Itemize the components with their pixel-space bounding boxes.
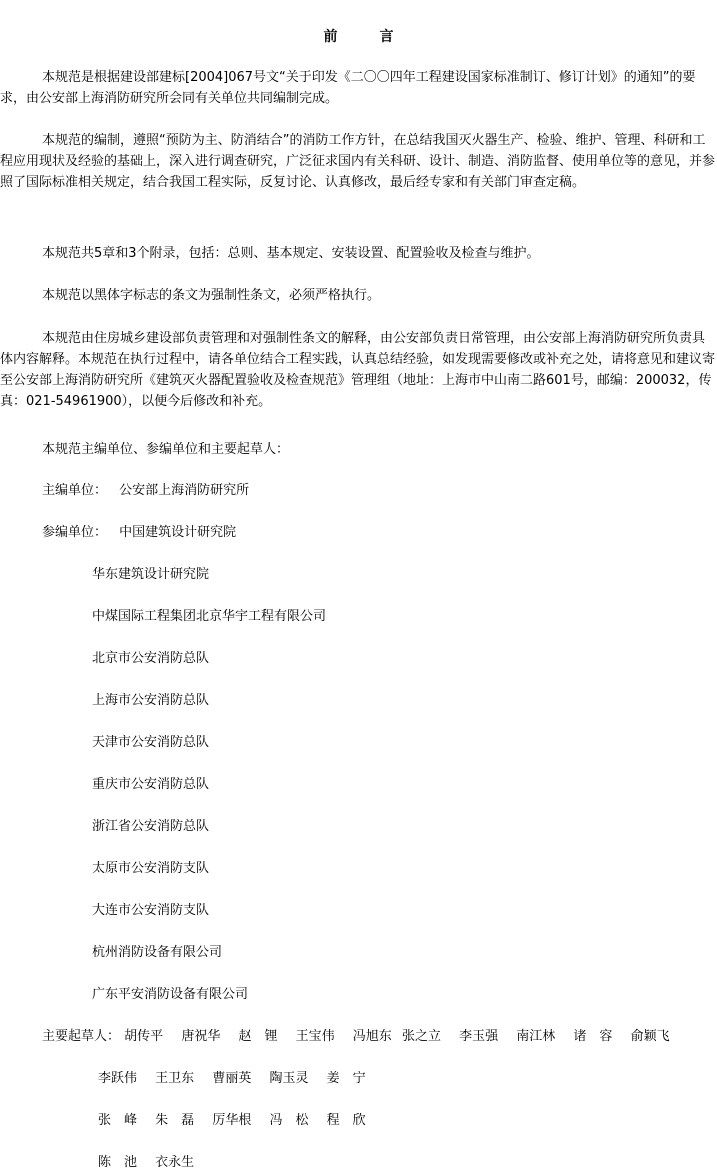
paragraph-compilation: 本规范的编制，遵照“预防为主、防消结合”的消防工作方针，在总结我国灭火器生产、检验、维护、管理、科研和工程应用现状及经验的基础上，深入进行调查研究，广泛征求国内有关科研、设计、制造、消防监督、使用单位等的意见，并参照了国际标准相关规定，结合我国工程实际，反复讨论、认真修改，最后经专家和有关部门审查定稿。 [0, 133, 716, 190]
drafters-line-3 [98, 1113, 366, 1129]
drafter-name: 姜 宁 [326, 1071, 366, 1086]
participant-unit: 大连市公安消防支队 [92, 903, 210, 918]
drafter-name: 朱 磊 [155, 1113, 195, 1128]
paragraph-basis: 本规范是根据建设部建标[2004]067号文“关于印发《二〇〇四年工程建设国家标准制订、修订计划》的通知”的要求，由公安部上海消防研究所会同有关单位共同编制完成。 [0, 70, 696, 106]
drafters-label: 主要起草人： [42, 1029, 121, 1044]
drafter-name: 冯 松 [269, 1113, 309, 1128]
participant-unit: 天津市公安消防总队 [92, 735, 210, 750]
drafter-name: 曹丽英 [212, 1071, 252, 1086]
participant-unit: 中煤国际工程集团北京华宇工程有限公司 [92, 609, 327, 624]
participant-unit: 上海市公安消防总队 [92, 693, 210, 708]
page-title: 前 言 [323, 29, 408, 45]
drafter-name: 李跃伟 [98, 1071, 138, 1086]
drafters-line-4 [98, 1155, 194, 1171]
participant-unit: 北京市公安消防总队 [92, 651, 210, 666]
drafter-name: 张之立 [401, 1029, 441, 1044]
drafter-name: 陈 池 [98, 1155, 138, 1170]
chief-editor-name: 公安部上海消防研究所 [119, 483, 250, 498]
drafter-name: 赵 锂 [238, 1029, 278, 1044]
participant-unit: 华东建筑设计研究院 [92, 567, 210, 582]
drafter-name: 程 欣 [326, 1113, 366, 1128]
drafter-name: 厉华根 [212, 1113, 252, 1128]
paragraph-management: 本规范由住房城乡建设部负责管理和对强制性条文的解释，由公安部负责日常管理，由公安部上海消防研究所负责具体内容解释。本规范在执行过程中，请各单位结合工程实践，认真总结经验，如发现需要修改或补充之处，请将意见和建议寄至公安部上海消防研究所《建筑灭火器配置验收及检查规范》管理组（地址：上海市中山南二路601号，邮编：200032，传真：021-54961900），以便今后修改和补充。 [0, 331, 716, 409]
paragraph-mandatory: 本规范以黑体字标志的条文为强制性条文，必须严格执行。 [42, 288, 381, 303]
participant-unit: 广东平安消防设备有限公司 [92, 987, 249, 1002]
paragraph-contents: 本规范共5章和3个附录，包括：总则、基本规定、安装设置、配置验收及检查与维护。 [42, 246, 540, 261]
participant-unit: 中国建筑设计研究院 [119, 525, 237, 540]
paragraph-units-intro: 本规范主编单位、参编单位和主要起草人： [42, 442, 290, 457]
drafters-line-1 [42, 1029, 670, 1045]
drafter-name: 王卫东 [155, 1071, 195, 1086]
drafter-name: 衣永生 [155, 1155, 195, 1170]
drafters-line-2 [98, 1071, 366, 1087]
chief-editor-label: 主编单位： [42, 483, 108, 498]
drafter-name: 俞颖飞 [630, 1029, 670, 1044]
drafter-name: 胡传平 [124, 1029, 164, 1044]
participants-label: 参编单位： [42, 525, 108, 540]
drafter-name: 冯旭东 [352, 1029, 392, 1044]
chief-editor-line [42, 483, 249, 499]
participant-unit: 杭州消防设备有限公司 [92, 945, 223, 960]
drafter-name: 王宝伟 [295, 1029, 335, 1044]
drafter-name: 诸 容 [573, 1029, 613, 1044]
participants-line [42, 525, 236, 541]
drafter-name: 南江林 [516, 1029, 556, 1044]
participant-unit: 太原市公安消防支队 [92, 861, 210, 876]
participant-unit: 浙江省公安消防总队 [92, 819, 210, 834]
drafter-name: 李玉强 [459, 1029, 499, 1044]
participant-unit: 重庆市公安消防总队 [92, 777, 210, 792]
drafter-name: 唐祝华 [181, 1029, 221, 1044]
drafter-name: 陶玉灵 [269, 1071, 309, 1086]
drafter-name: 张 峰 [98, 1113, 138, 1128]
